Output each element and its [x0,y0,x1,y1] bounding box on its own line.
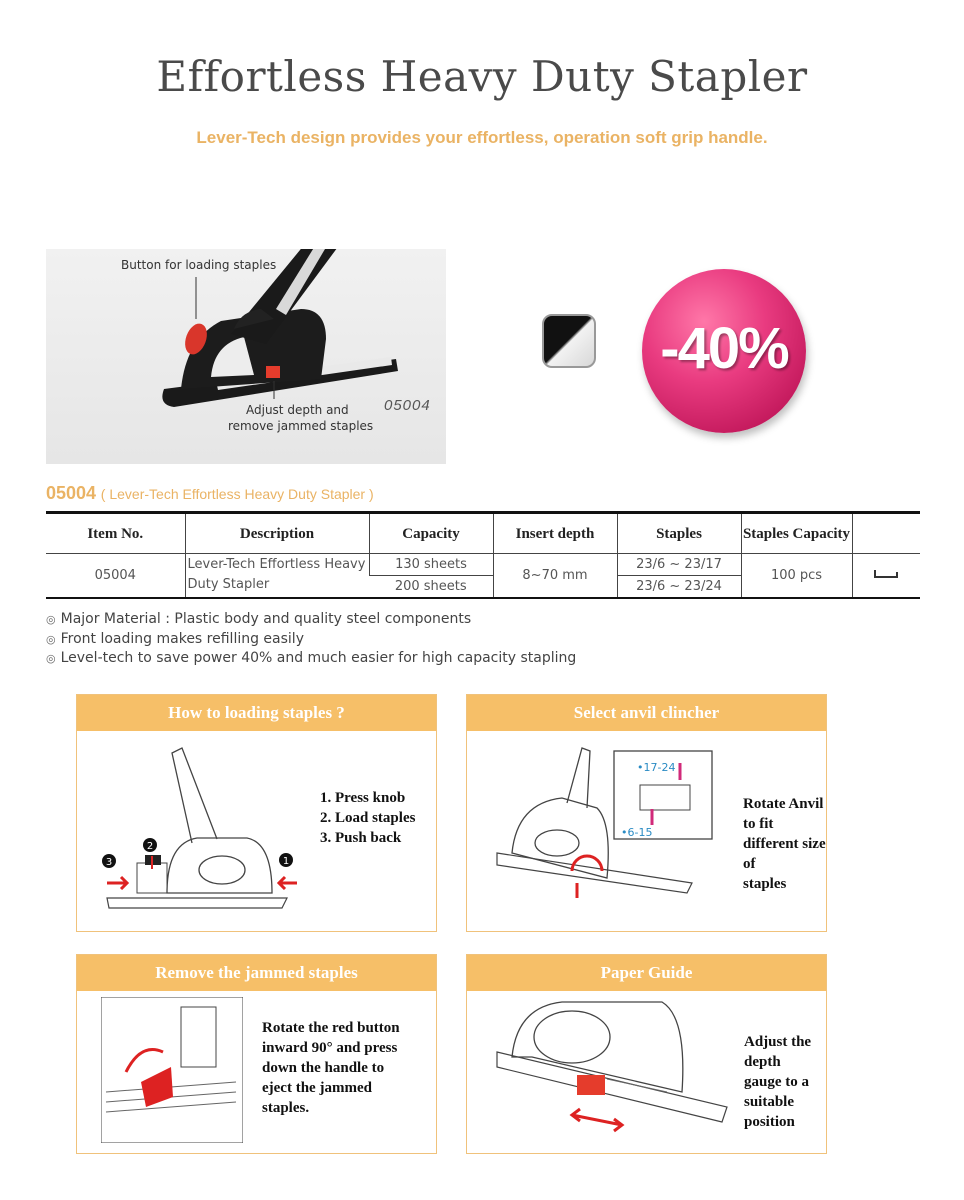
bullet-icon: ◎ [46,613,56,626]
paper-guide-diagram [492,997,732,1147]
list-item: ◎ Major Material : Plastic body and quality steel components [46,611,472,627]
bullet-icon: ◎ [46,652,56,665]
discount-text: -40% [660,316,788,381]
product-heading [46,483,374,504]
list-item: ◎ Level-tech to save power 40% and much easier for high capacity stapling [46,650,577,666]
product-code: 05004 [46,483,97,503]
panel-jammed-staples [76,954,437,1154]
spec-table [46,511,920,599]
product-photo [46,249,446,464]
cell-staple-icon [852,554,920,598]
step-3: 3. Push back [320,830,402,846]
spec-header-row [46,513,920,554]
staple-icon [873,569,899,579]
panel-paper-guide [466,954,827,1154]
jammed-diagram [101,997,243,1143]
loading-steps [320,788,415,848]
panel-title: Select anvil clincher [467,695,826,731]
page-subtitle: Lever-Tech design provides your effortless, operation soft grip handle. [196,128,768,147]
jammed-text: Rotate the red button inward 90° and press down the handle to eject the jammed staples. [262,1020,400,1116]
anvil-label-bottom: •6-15 [621,826,653,839]
step-marker-2: 2 [146,841,154,852]
cell-insert-depth: 8~70 mm [493,554,617,598]
panel-loading-staples [76,694,437,932]
col-icon [852,513,920,554]
cell-description: Lever-Tech Effortless Heavy Duty Stapler [185,554,369,598]
cell-capacity-2: 200 sheets [369,576,493,598]
cell-capacity-1: 130 sheets [369,554,493,576]
product-name: ( Lever-Tech Effortless Heavy Duty Stapler ) [100,486,374,502]
hero-model-code: 05004 [384,397,431,414]
feature-list [46,610,576,669]
anvil-diagram [492,743,732,923]
col-capacity: Capacity [369,513,493,554]
panel-title: Paper Guide [467,955,826,991]
panel-anvil-clincher [466,694,827,932]
step-2: 2. Load staples [320,810,416,826]
col-item-no: Item No. [46,513,185,554]
panel-title: Remove the jammed staples [77,955,436,991]
step-1: 1. Press knob [320,790,406,806]
col-staples-capacity: Staples Capacity [741,513,852,554]
hero-label-adjust-2: remove jammed staples [228,419,374,433]
hero-label-button: Button for loading staples [121,258,277,272]
anvil-text: Rotate Anvil to fit different size of staples [743,796,826,892]
hero-label-adjust-1: Adjust depth and [246,403,349,417]
page-title: Effortless Heavy Duty Stapler [156,52,808,101]
color-swatch [542,314,596,368]
table-row [46,554,920,576]
step-marker-3: 3 [105,857,113,868]
list-item: ◎ Front loading makes refilling easily [46,630,304,647]
col-description: Description [185,513,369,554]
cell-item-no: 05004 [46,554,185,598]
discount-badge [642,269,806,433]
bullet-icon: ◎ [46,632,56,646]
cell-staples-capacity: 100 pcs [741,554,852,598]
anvil-label-top: •17-24 [637,761,676,774]
guide-text: Adjust the depth gauge to a suitable position [744,1034,812,1130]
loading-diagram [97,743,297,913]
panel-title: How to loading staples ? [77,695,436,731]
step-marker-1: 1 [282,856,290,867]
cell-staples-1: 23/6 ~ 23/17 [617,554,741,576]
cell-staples-2: 23/6 ~ 23/24 [617,576,741,598]
col-insert-depth: Insert depth [493,513,617,554]
col-staples: Staples [617,513,741,554]
